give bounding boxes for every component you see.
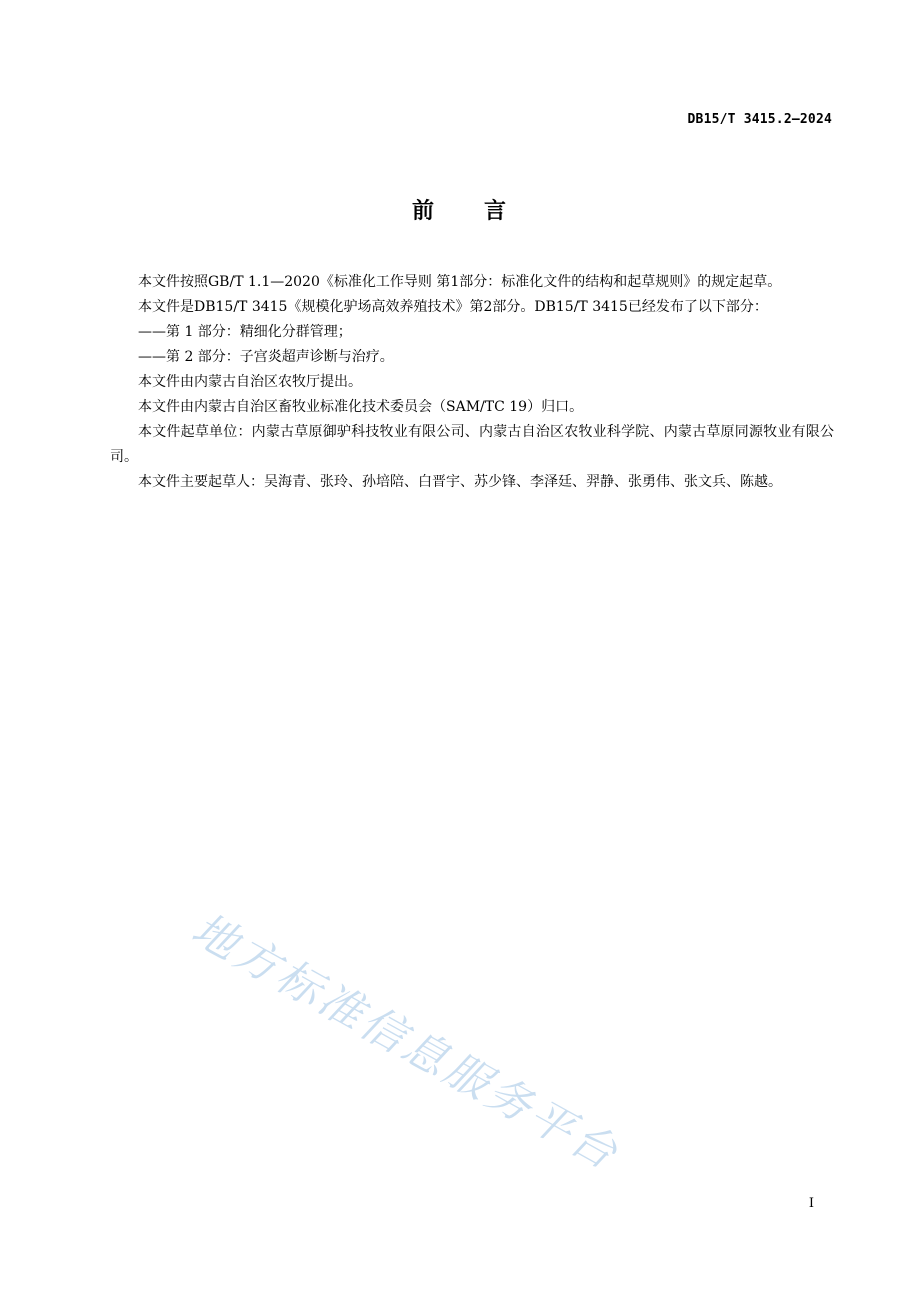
paragraph-drafting-units: 本文件起草单位：内蒙古草原御驴科技牧业有限公司、内蒙古自治区农牧业科学院、内蒙古草原同源牧业有限公司。 (110, 424, 834, 465)
document-code: DB15/T 3415.2—2024 (687, 112, 832, 127)
paragraph-part-1: ——第 1 部分：精细化分群管理； (138, 324, 352, 340)
title-char-2: 言 (484, 199, 509, 224)
page-number: I (808, 1196, 814, 1211)
paragraph-series-info: 本文件是DB15/T 3415《规模化驴场高效养殖技术》第2部分。DB15/T 3415已经发布了以下部分： (138, 299, 768, 315)
foreword-body (110, 270, 834, 495)
title-char-1: 前 (411, 199, 436, 224)
paragraph-part-2: ——第 2 部分：子宫炎超声诊断与治疗。 (138, 349, 394, 365)
watermark: 地方标准信息服务平台 (183, 903, 628, 1181)
paragraph-drafters: 本文件主要起草人：吴海青、张玲、孙培陪、白晋宇、苏少锋、李泽廷、羿静、张勇伟、张文兵、陈越。 (138, 474, 782, 490)
paragraph-proposer: 本文件由内蒙古自治区农牧厅提出。 (138, 374, 362, 390)
page-title (0, 194, 920, 225)
paragraph-drafting-rule: 本文件按照GB/T 1.1—2020《标准化工作导则 第1部分：标准化文件的结构和起草规则》的规定起草。 (138, 274, 782, 290)
paragraph-committee: 本文件由内蒙古自治区畜牧业标准化技术委员会（SAM/TC 19）归口。 (138, 399, 584, 415)
